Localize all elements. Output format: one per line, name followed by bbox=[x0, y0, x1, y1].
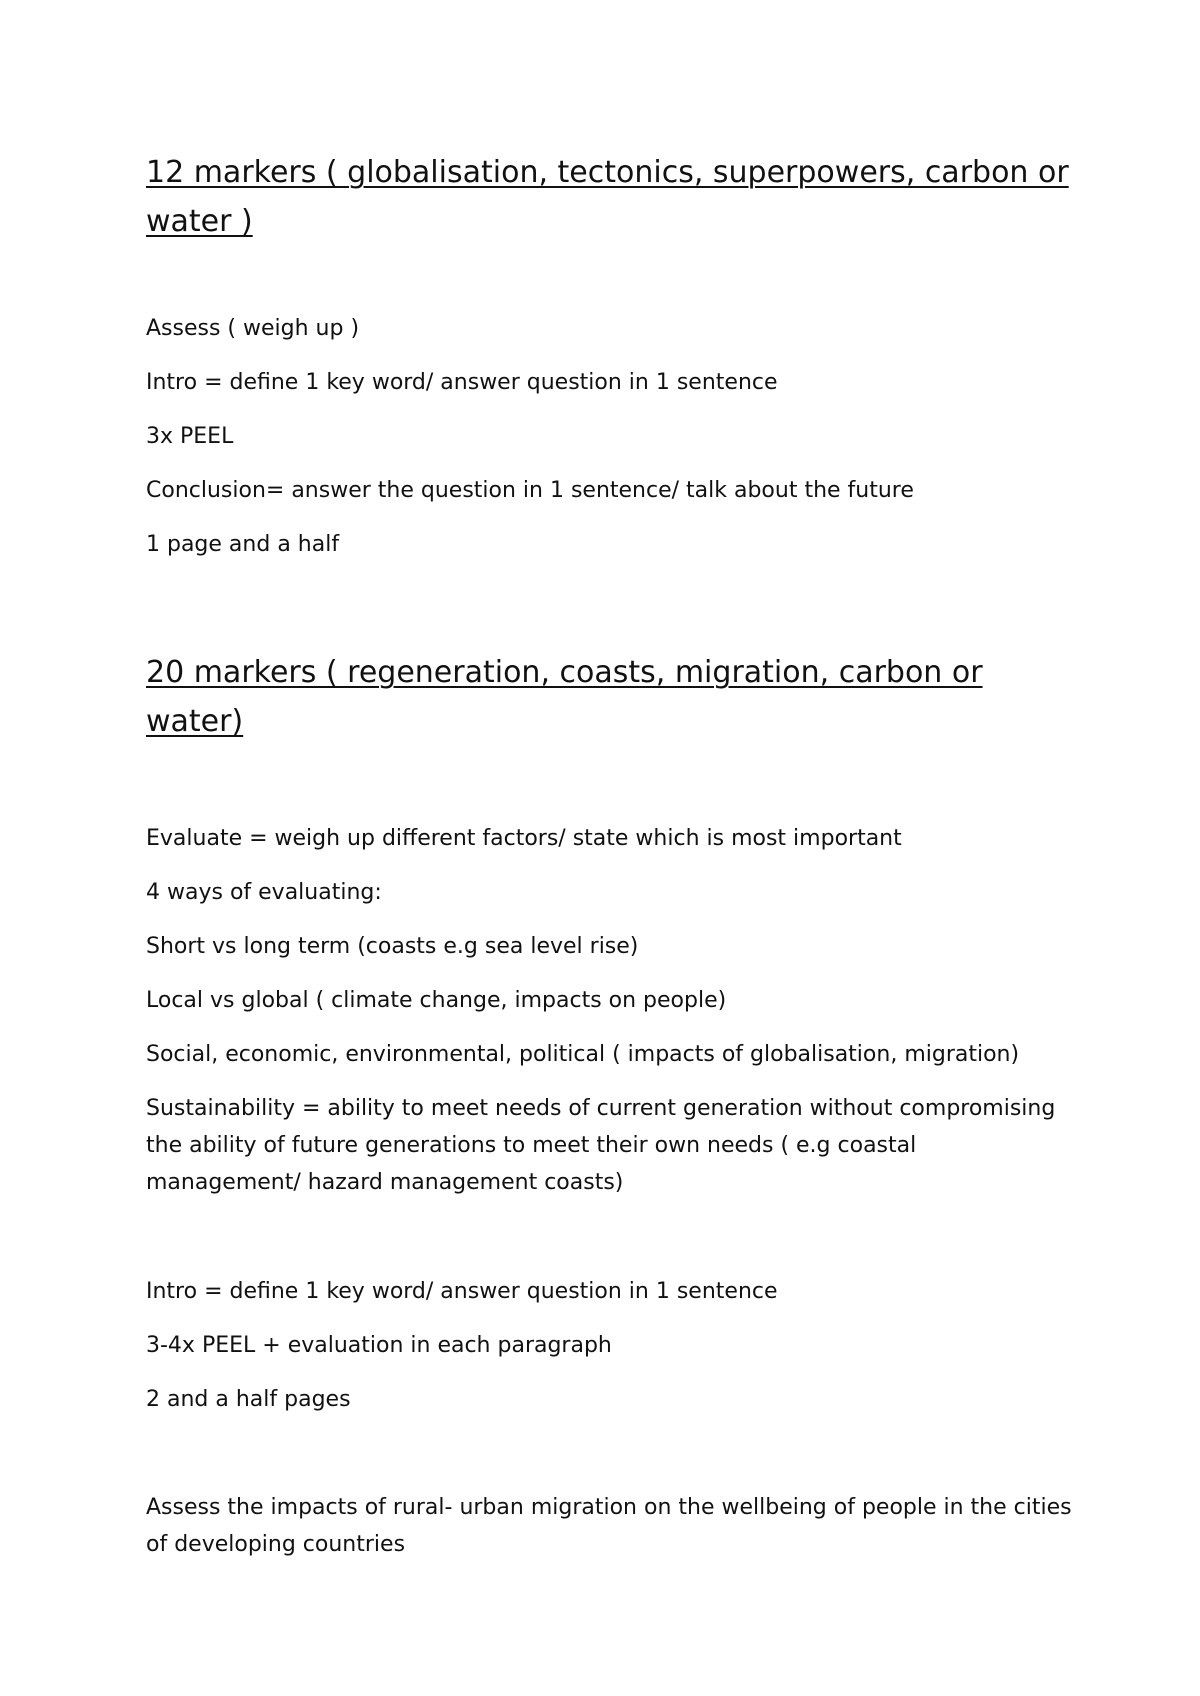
evaluation-local-vs-global: Local vs global ( climate change, impacts on people) bbox=[146, 988, 727, 1013]
section-heading-12-markers: 12 markers ( globalisation, tectonics, superpowers, carbon or water ) bbox=[146, 155, 1069, 239]
conclusion-instruction: Conclusion= answer the question in 1 sentence/ talk about the future bbox=[146, 478, 914, 503]
example-question: Assess the impacts of rural- urban migration on the wellbeing of people in the cities of developing countries bbox=[146, 1495, 1072, 1557]
peel-count: 3x PEEL bbox=[146, 424, 234, 449]
intro-instruction-20: Intro = define 1 key word/ answer question in 1 sentence bbox=[146, 1279, 778, 1304]
assess-definition: Assess ( weigh up ) bbox=[146, 316, 360, 341]
length-guide-20: 2 and a half pages bbox=[146, 1387, 351, 1412]
peel-evaluation-count: 3-4x PEEL + evaluation in each paragraph bbox=[146, 1333, 612, 1358]
intro-instruction: Intro = define 1 key word/ answer question in 1 sentence bbox=[146, 370, 778, 395]
section-heading-20-markers: 20 markers ( regeneration, coasts, migration, carbon or water) bbox=[146, 655, 983, 739]
ways-of-evaluating-label: 4 ways of evaluating: bbox=[146, 880, 382, 905]
evaluation-seep: Social, economic, environmental, political ( impacts of globalisation, migration) bbox=[146, 1042, 1020, 1067]
length-guide: 1 page and a half bbox=[146, 532, 340, 557]
evaluate-definition: Evaluate = weigh up different factors/ state which is most important bbox=[146, 826, 902, 851]
sustainability-definition: Sustainability = ability to meet needs of current generation without compromising the ability of future generations to meet their own needs ( e.g coastal management/ hazard management coasts) bbox=[146, 1096, 1056, 1195]
evaluation-short-vs-long: Short vs long term (coasts e.g sea level rise) bbox=[146, 934, 639, 959]
